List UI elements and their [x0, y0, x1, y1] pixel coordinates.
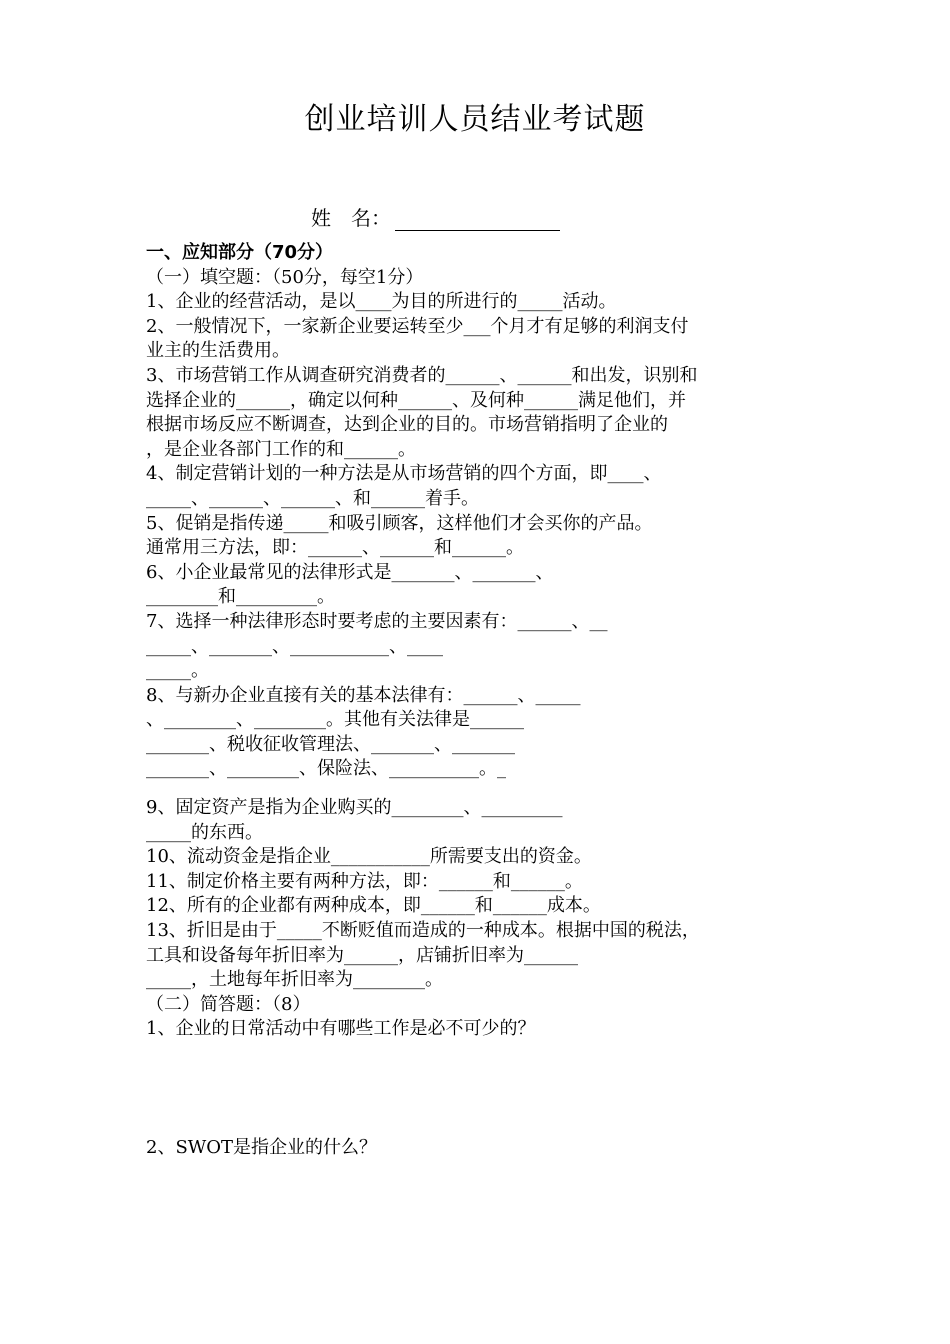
exam-body — [146, 241, 816, 1161]
page-title: 创业培训人员结业考试题 — [304, 102, 646, 137]
short-answer-question: 2、SWOT是指企业的什么？ — [146, 1137, 378, 1158]
name-label: 姓 名： — [311, 206, 391, 230]
question-line: ________和_________。 — [146, 586, 335, 608]
name-blank — [395, 210, 560, 231]
question-line: 9、固定资产是指为企业购买的________、_________ — [146, 797, 563, 819]
question-line: 13、折旧是由于_____不断贬值而造成的一种成本。根据中国的税法， — [146, 920, 700, 942]
answer-space — [146, 1042, 816, 1136]
question-line: 6、小企业最常见的法律形式是_______、_______、 — [146, 561, 554, 583]
question-line: _____，土地每年折旧率为________。 — [146, 969, 443, 991]
question-line: _____、______、______、和______着手。 — [146, 487, 479, 509]
question-line: 工具和设备每年折旧率为______，店铺折旧率为______ — [146, 944, 578, 966]
question-line: 业主的生活费用。 — [146, 340, 290, 362]
name-field-row — [311, 202, 560, 231]
question-line: 2、一般情况下，一家新企业要运转至少___个月才有足够的利润支付 — [146, 315, 689, 337]
question-line: 10、流动资金是指企业___________所需要支出的资金。 — [146, 846, 592, 868]
question-line: 12、所有的企业都有两种成本，即______和______成本。 — [146, 895, 601, 917]
question-line: 、________、________。其他有关法律是______ — [146, 709, 524, 731]
question-line: 选择企业的______，确定以何种______、及何种______满足他们，并 — [146, 389, 686, 411]
question-line: 8、与新办企业直接有关的基本法律有：______、_____ — [146, 684, 581, 706]
question-line: 3、市场营销工作从调查研究消费者的______、______和出发，识别和 — [146, 364, 698, 386]
question-line: _______、________、保险法、__________。_ — [146, 758, 506, 780]
question-line: 11、制定价格主要有两种方法，即：______和______。 — [146, 870, 583, 892]
question-line: _____。 — [146, 660, 209, 682]
question-line: 根据市场反应不断调查，达到企业的目的。市场营销指明了企业的 — [146, 414, 668, 436]
question-line: ，是企业各部门工作的和______。 — [146, 438, 416, 460]
subsection-heading: （一）填空题：（50分，每空1分） — [146, 266, 424, 288]
question-line: _____的东西。 — [146, 821, 263, 843]
question-line: 4、制定营销计划的一种方法是从市场营销的四个方面，即____、 — [146, 463, 662, 485]
question-line: _____、_______、___________、____ — [146, 635, 443, 657]
question-line: 7、选择一种法律形态时要考虑的主要因素有：______、__ — [146, 610, 608, 632]
question-line: _______、税收征收管理法、_______、_______ — [146, 733, 515, 755]
blank-spacer — [146, 782, 816, 796]
subsection-heading: （二）简答题：（8） — [146, 993, 311, 1015]
question-line: 通常用三方法，即：______、______和______。 — [146, 537, 524, 559]
section-heading: 一、应知部分（70分） — [146, 242, 334, 263]
question-line: 5、促销是指传递_____和吸引顾客，这样他们才会买你的产品。 — [146, 512, 653, 534]
short-answer-question: 1、企业的日常活动中有哪些工作是必不可少的？ — [146, 1018, 536, 1040]
question-line: 1、企业的经营活动，是以____为目的所进行的_____活动。 — [146, 291, 617, 313]
